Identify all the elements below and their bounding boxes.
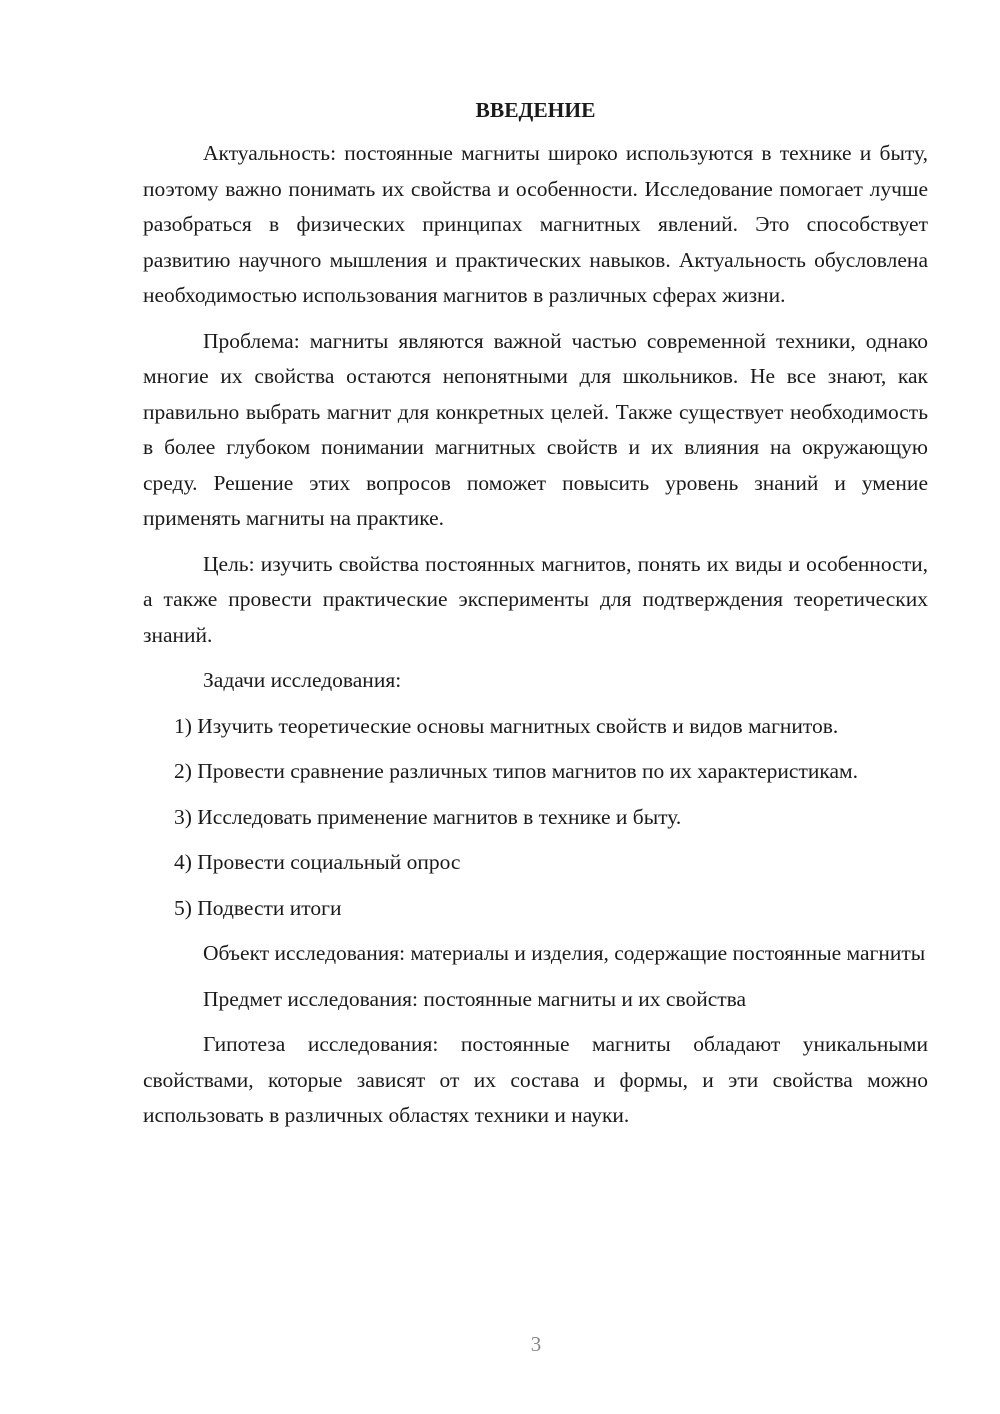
- paragraph-object: Объект исследования: материалы и изделия, содержащие постоянные магниты: [203, 941, 926, 965]
- document-page: [143, 92, 928, 1144]
- paragraph-relevance: Актуальность: постоянные магниты широко используются в технике и быту, поэтому важно понимать их свойства и особенности. Исследование помогает лучше разобраться в физических принципах магнитных явлений. Это способствует развитию научного мышления и практических навыков. Актуальность обусловлена необходимостью использования магнитов в различных сферах жизни.: [143, 141, 928, 307]
- tasks-label: Задачи исследования:: [203, 668, 402, 692]
- task-item: 4) Провести социальный опрос: [174, 850, 461, 874]
- paragraph-subject: Предмет исследования: постоянные магниты и их свойства: [203, 986, 747, 1011]
- paragraph-hypothesis: Гипотеза исследования: постоянные магниты обладают уникальными свойствами, которые зависят от их состава и формы, и эти свойства можно использовать в различных областях техники и науки.: [143, 1032, 928, 1127]
- task-item: 2) Провести сравнение различных типов магнитов по их характеристикам.: [174, 759, 859, 783]
- page-number: 3: [530, 1332, 542, 1356]
- task-item: 3) Исследовать применение магнитов в технике и быту.: [174, 804, 682, 829]
- paragraph-problem: Проблема: магниты являются важной частью современной техники, однако многие их свойства остаются непонятными для школьников. Не все знают, как правильно выбрать магнит для конкретных целей. Также существует необходимость в более глубоком понимании магнитных свойств и их влияния на окружающую среду. Решение этих вопросов поможет повысить уровень знаний и умение применять магниты на практике.: [143, 328, 928, 530]
- page-title: ВВЕДЕНИЕ: [475, 98, 596, 122]
- paragraph-goal: Цель: изучить свойства постоянных магнитов, понять их виды и особенности, а также провести практические эксперименты для подтверждения теоретических знаний.: [143, 551, 928, 647]
- task-item: 1) Изучить теоретические основы магнитных свойств и видов магнитов.: [174, 713, 839, 738]
- task-item: 5) Подвести итоги: [174, 895, 342, 920]
